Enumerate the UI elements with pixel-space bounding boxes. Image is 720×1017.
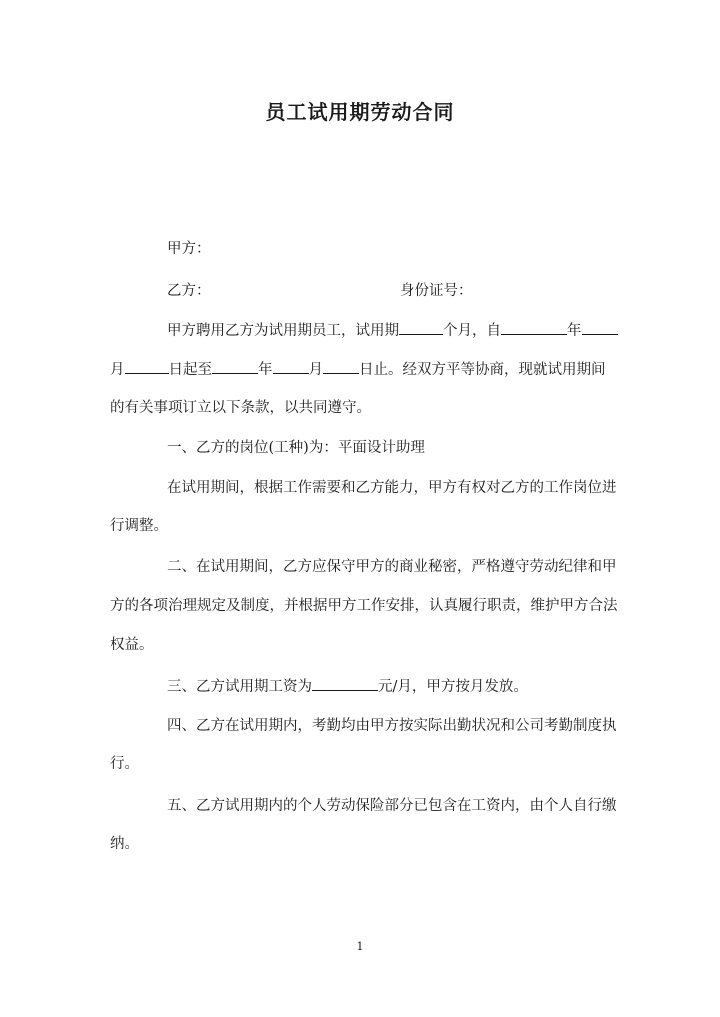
- probation-months-blank[interactable]: [399, 320, 443, 335]
- intro-text-2c: 年: [258, 362, 273, 378]
- party-b-label: 乙方：: [167, 283, 211, 299]
- end-month-blank[interactable]: [273, 359, 309, 374]
- salary-amount-blank[interactable]: [312, 676, 378, 691]
- end-year-blank[interactable]: [212, 359, 258, 374]
- clause-4-line-1: 四、乙方在试用期内，考勤均由甲方按实际出勤状况和公司考勤制度执: [167, 718, 617, 734]
- document-title: 员工试用期劳动合同: [265, 100, 455, 124]
- clause-2-line-3: 权益。: [110, 637, 154, 653]
- party-a-label: 甲方：: [167, 241, 211, 257]
- clause-1-heading: 一、乙方的岗位(工种)为：平面设计助理: [167, 440, 425, 456]
- intro-text-1c: 年: [567, 323, 582, 339]
- clause-5-line-2: 纳。: [110, 836, 139, 852]
- clause-2-line-2: 方的各项治理规定及制度，并根据甲方工作安排，认真履行职责，维护甲方合法: [110, 598, 618, 614]
- intro-line-2: [110, 359, 606, 380]
- intro-text-1b: 个月，自: [443, 323, 501, 339]
- intro-text-2a: 月: [110, 362, 125, 378]
- intro-text-1a: 甲方聘用乙方为试用期员工，试用期: [167, 323, 399, 339]
- clause-3-text-a: 三、乙方试用期工资为: [167, 679, 312, 695]
- intro-line-3: 的有关事项订立以下条款，以共同遵守。: [110, 400, 371, 416]
- clause-3-line: [167, 676, 528, 697]
- clause-1-line-1: 在试用期间，根据工作需要和乙方能力，甲方有权对乙方的工作岗位进: [167, 480, 617, 496]
- page-number: 1: [356, 940, 364, 953]
- id-number-label: 身份证号：: [400, 283, 473, 299]
- clause-3-text-b: 元/月，甲方按月发放。: [378, 679, 528, 695]
- clause-4-line-2: 行。: [110, 756, 139, 772]
- intro-line-1: [167, 320, 618, 341]
- clause-5-line-1: 五、乙方试用期内的个人劳动保险部分已包含在工资内，由个人自行缴: [167, 798, 617, 814]
- start-year-blank[interactable]: [501, 320, 567, 335]
- end-day-blank[interactable]: [323, 359, 359, 374]
- start-day-blank[interactable]: [125, 359, 169, 374]
- intro-text-2e: 日止。经双方平等协商，现就试用期间: [359, 362, 606, 378]
- start-month-blank-a[interactable]: [582, 320, 618, 335]
- clause-2-line-1: 二、在试用期间，乙方应保守甲方的商业秘密，严格遵守劳动纪律和甲: [167, 559, 617, 575]
- intro-text-2b: 日起至: [168, 362, 212, 378]
- clause-1-line-2: 行调整。: [110, 518, 168, 534]
- intro-text-2d: 月: [308, 362, 323, 378]
